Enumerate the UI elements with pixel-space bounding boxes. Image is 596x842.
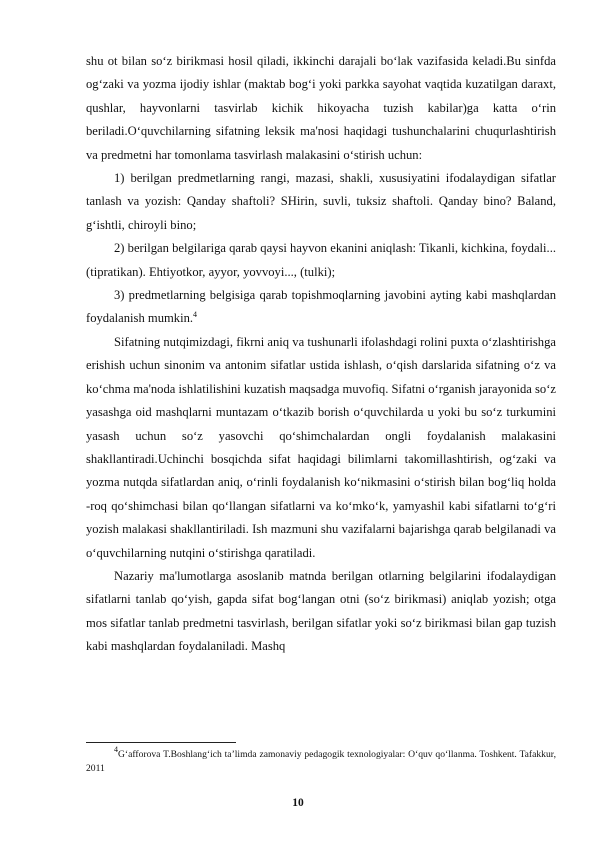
paragraph-6: Nazariy ma'lumotlarga asoslanib matnda berilgan otlarning belgilarini ifodalaydigan sifatlarni tanlab qo‘yish, gapda sifat bog‘langan otni (so‘z birikmasi) aniqlab yozish; otga mos sifatlar tanlab predmetni tasvirlash, berilgan sifatlar yoki so‘z birikmasi bilan gap tuzish kabi mashqlardan foydalaniladi. Mashq [86,568,556,654]
footnote-divider [86,742,236,743]
page-body [86,50,556,659]
footnote-text: G‘afforova T.Boshlang‘ich ta’limda zamonaviy pedagogik texnologiyalar: O‘quv qo‘llanma. Toshkent. Tafakkur, 2011 [86,749,556,774]
paragraph-4-text: 3) predmetlarning belgisiga qarab topishmoqlarning javobini ayting kabi mashqlardan foydalanish mumkin. [86,288,556,326]
paragraph-1: shu ot bilan so‘z birikmasi hosil qiladi, ikkinchi darajali bo‘lak vazifasida keladi.Bu sinfda og‘zaki va yozma ijodiy ishlar (maktab bog‘i yoki parkka sayohat vaqtida kuzatilgan daraxt, qushlar, hayvonlarni tasvirlab kichik hikoyacha tuzish kabilar)ga katta o‘rin beriladi.O‘quvchilarning sifatning leksik ma'nosi haqidagi tushunchalarini chuqurlashtirish va predmetni har tomonlama tasvirlash malakasini o‘stirish uchun: [86,54,556,162]
paragraph-2: 1) berilgan predmetlarning rangi, mazasi, shakli, xususiyatini ifodalaydigan sifatlar tanlash va yozish: Qanday shaftoli? SHirin, suvli, tuksiz shaftoli. Qanday bino? Baland, g‘ishtli, chiroyli bino; [86,171,556,232]
footnote [86,745,556,776]
paragraph-3: 2) berilgan belgilariga qarab qaysi hayvon ekanini aniqlash: Tikanli, kichkina, foydali... (tipratikan). Ehtiyotkor, ayyor, yovvoyi..., (tulki); [86,241,556,279]
footnote-marker: 4 [114,745,118,754]
paragraph-5: Sifatning nutqimizdagi, fikrni aniq va tushunarli ifolashdagi rolini puxta o‘zlashtirishga erishish uchun sinonim va antonim sifatlar ustida ishlash, o‘qish darslarida sifatning o‘z va ko‘chma ma'noda ishlatilishini kuzatish maqsadga muvofiq. Sifatni o‘rganish jarayonida so‘z yasashga oid mashqlarni muntazam o‘tkazib borish o‘quvchilarda u yoki bu so‘z turkumini yasash uchun so‘z yasovchi qo‘shimchalardan ongli foydalanish malakasini shakllantiradi.Uchinchi bosqichda sifat haqidagi bilimlarni takomillashtirish, og‘zaki va yozma nutqda sifatlardan aniq, o‘rinli foydalanish ko‘nikmasini o‘stirish bilan bog‘liq holda -roq qo‘shimchasi bilan qo‘llangan sifatlarni va ko‘mko‘k, yamyashil kabi sifatlarni to‘g‘ri yozish malakasi shakllantiriladi. Ish mazmuni shu vazifalarni bajarishga qarab belgilanadi va o‘quvchilarning nutqini o‘stirishga qaratiladi. [86,334,557,560]
footnote-reference[interactable]: 4 [193,310,198,320]
page-number: 10 [292,797,304,809]
paragraph-4 [86,284,556,331]
